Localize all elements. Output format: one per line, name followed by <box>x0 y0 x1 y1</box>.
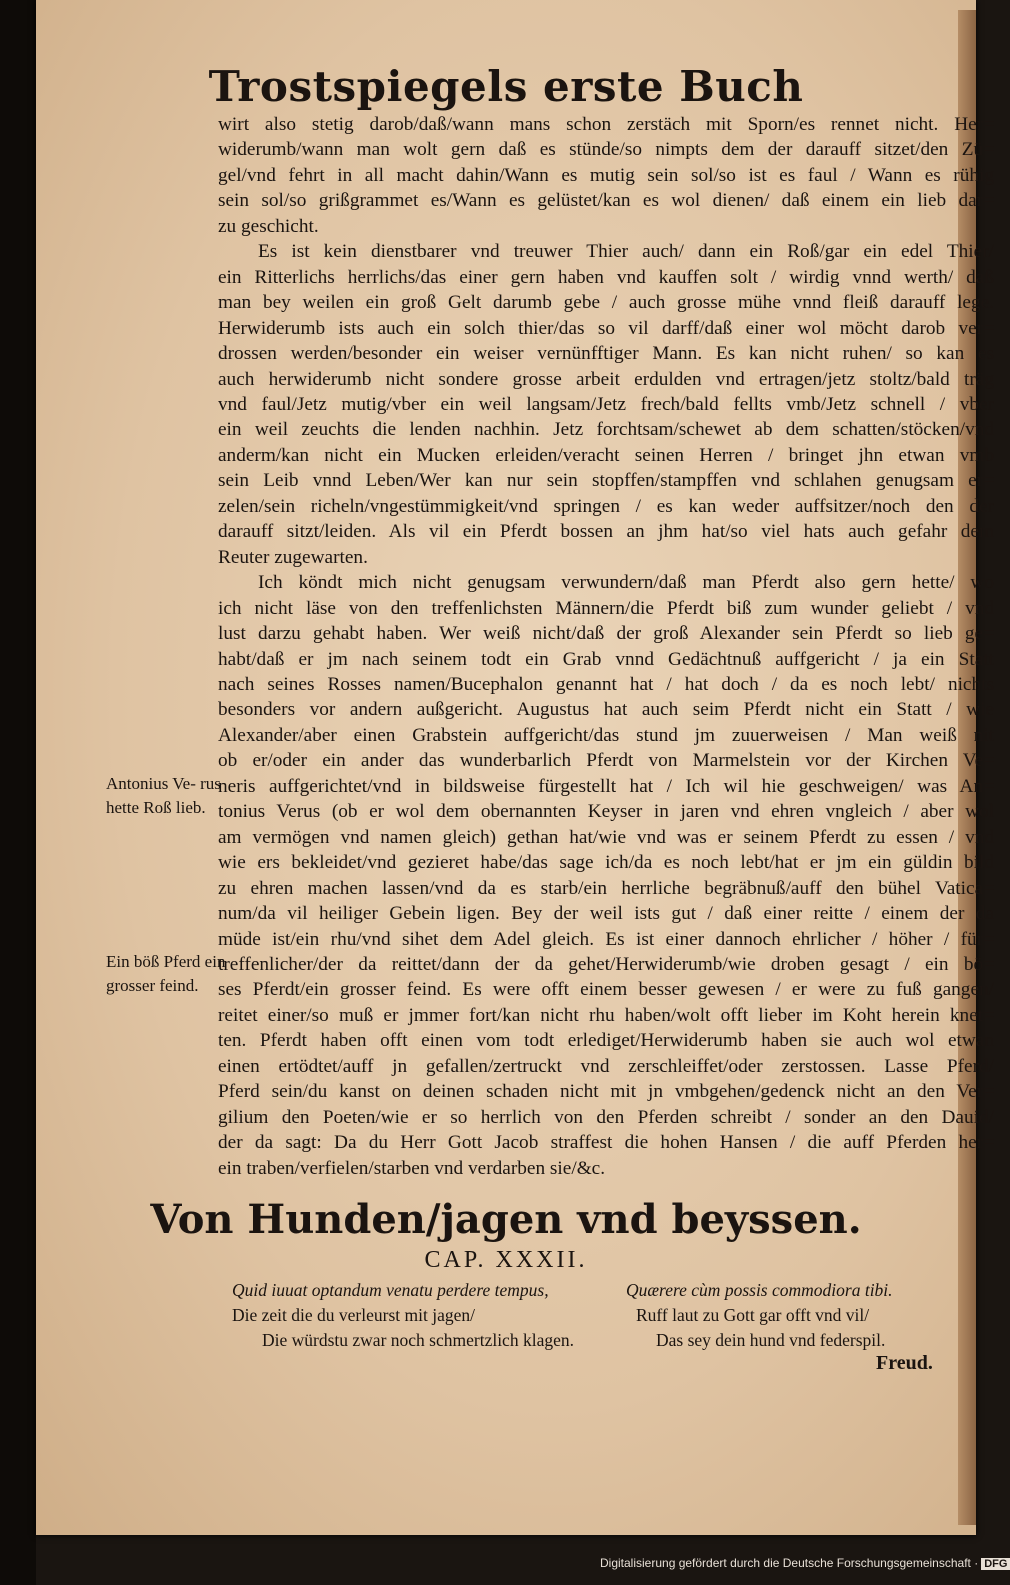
marginal-note-antonius: Antonius Ve- rus hette Roß lieb. <box>106 774 221 817</box>
body-line: Pferd sein/du kanst on deinen schaden nicht mit jn vmbgehen/gedenck nicht an den Ver= <box>218 1081 994 1103</box>
body-line: ein traben/verfielen/starben vnd verdarben sie/&c. <box>218 1157 606 1179</box>
chapter-title: Von Hunden/jagen vnd beyssen. <box>150 1196 862 1243</box>
body-line: Reuter zugewarten. <box>218 546 368 568</box>
body-line: Herwiderumb ists auch ein solch thier/das so vil darff/daß einer wol möcht darob ver= <box>218 317 994 339</box>
body-line: sein Leib vnnd Leben/Wer kan nur sein stopffen/stampffen vnd schlahen genugsam er= <box>218 470 994 492</box>
body-line: ein weil zeuchts die lenden nachhin. Jetz forchtsam/schewet ab dem schatten/stöcken/vnd <box>218 419 994 441</box>
verse-latin-right-text: Quærere cùm possis commodiora tibi. <box>626 1280 893 1300</box>
body-line: wie ers bekleidet/vnd gezieret habe/das sage ich/da es noch lebt/hat er jm ein güldin bild <box>218 852 994 874</box>
body-text <box>218 112 994 1181</box>
body-line: ses Pferdt/ein grosser feind. Es were offt einem besser gewesen / er were zu fuß gangen/ <box>218 979 994 1001</box>
verse-latin-left-text: Quid iuuat optandum venatu perdere tempus, <box>232 1280 549 1300</box>
footer-credit <box>600 1556 1010 1570</box>
body-line: am vermögen vnd namen gleich) gethan hat/wie vnd was er seinem Pferdt zu essen / vnd <box>218 826 994 848</box>
scan-background-left <box>0 0 36 1585</box>
body-line: ein Ritterlichs herrlichs/das einer gern haben vnd kauffen solt / wirdig vnnd werth/ daß <box>218 266 994 288</box>
body-line: nach seines Rosses namen/Bucephalon genannt hat / hat doch / da es noch lebt/ nichts <box>218 673 994 695</box>
dfg-logo: DFG <box>981 1558 1010 1570</box>
body-line: Ich köndt mich nicht genugsam verwundern/daß man Pferdt also gern hette/ wo <box>258 572 994 594</box>
body-line: habt/daß er jm nach seinem todt ein Grab vnnd Gedächtnuß auffgericht / ja ein Statt <box>218 648 994 670</box>
body-line: Alexander/aber einen Grabstein auffgericht/das stund jm zuuerweisen / Man weiß nit <box>218 724 994 746</box>
body-line: anderm/kan nicht ein Mucken erleiden/veracht seinen Herren / bringet jhn etwan vmb <box>218 444 994 466</box>
body-line: tonius Verus (ob er wol dem obernannten Keyser in jaren vnd ehren vngleich / aber wol <box>218 801 994 823</box>
running-header: Trostspiegels erste Buch <box>208 62 804 111</box>
body-line: treffenlicher/der da reittet/dann der da gehet/Herwiderumb/wie droben gesagt / ein bö= <box>218 953 994 975</box>
footer-text: Digitalisierung gefördert durch die Deutsche Forschungsgemeinschaft · <box>600 1556 979 1570</box>
body-line: besonders vor andern außgericht. Augustus hat auch seim Pferdt nicht ein Statt / wie <box>218 699 994 721</box>
verse-latin-right <box>626 1278 893 1303</box>
body-line: ob er/oder ein ander das wunderbarlich Pferdt von Marmelstein vor der Kirchen Ve= <box>218 750 994 772</box>
body-line: müde ist/ein rhu/vnd sihet dem Adel gleich. Es ist einer dannoch ehrlicher / höher / für= <box>218 928 994 950</box>
body-line: widerumb/wann man wolt gern daß es stünde/so nimpts dem der darauff sitzet/den Zü= <box>218 139 994 161</box>
body-line: zu ehren machen lassen/vnd da es starb/ein herrliche begräbnuß/auff den bühel Vatica= <box>218 877 994 899</box>
catchword: Freud. <box>876 1352 933 1374</box>
chapter-number: CAP. XXXII. <box>424 1247 588 1273</box>
body-line: ich nicht läse von den treffenlichsten Männern/die Pferdt biß zum wunder geliebt / vnd <box>218 597 994 619</box>
body-line: darauff sitzt/leiden. Als vil ein Pferdt bossen an jhm hat/so viel hats auch gefahr dem <box>218 521 994 543</box>
body-line: ten. Pferdt haben offt einen vom todt erlediget/Herwiderumb haben sie auch wol etwan <box>218 1030 994 1052</box>
marginal-note-pferd: Ein böß Pferd ein grosser feind. <box>106 952 226 995</box>
body-line: lust darzu gehabt haben. Wer weiß nicht/daß der groß Alexander sein Pferdt so lieb ge= <box>218 623 994 645</box>
body-line: gel/vnd fehrt in all macht dahin/Wann es mutig sein sol/so ist es faul / Wann es rühig <box>218 164 994 186</box>
body-line: zelen/sein richeln/vngestümmigkeit/vnd springen / es kan weder auffsitzer/noch den der <box>218 495 994 517</box>
book-page <box>36 0 994 1535</box>
body-line: wirt also stetig darob/daß/wann mans schon zerstäch mit Sporn/es rennet nicht. Her= <box>218 114 994 135</box>
verse-latin-left <box>232 1278 549 1303</box>
body-line: man bey weilen ein groß Gelt darumb gebe / auch grosse mühe vnnd fleiß darauff lege. <box>218 292 994 314</box>
body-line: Es ist kein dienstbarer vnd treuwer Thier auch/ dann ein Roß/gar ein edel Thier/ <box>258 241 994 263</box>
body-line: vnd faul/Jetz mutig/vber ein weil langsam/Jetz frech/bald fellts vmb/Jetz schnell / vber <box>218 393 994 415</box>
body-line: auch herwiderumb nicht sondere grosse arbeit erdulden vnd ertragen/jetz stoltz/bald träg <box>218 368 994 390</box>
body-line: zu geschicht. <box>218 215 319 237</box>
body-line: reitet einer/so muß er jmmer fort/kan nicht rhu haben/wolt offt lieber im Koht herein knet= <box>218 1004 994 1026</box>
body-line: num/da vil heiliger Gebein ligen. Bey der weil ists gut / daß einer reitte / einem der da <box>218 903 994 925</box>
body-line: drossen werden/besonder ein weiser vernünfftiger Mann. Es kan nicht ruhen/ so kan es <box>218 343 994 365</box>
body-line: gilium den Poeten/wie er so herrlich von den Pferden schreibt / sonder an den Dauid/ <box>218 1106 994 1128</box>
verse-german-right-2: Das sey dein hund vnd federspil. <box>656 1330 886 1350</box>
body-line: sein sol/so grißgrammet es/Wann es gelüstet/kan es wol dienen/ daß einem ein lieb dar= <box>218 190 994 212</box>
verse-german-left-1: Die zeit die du verleurst mit jagen/ <box>232 1305 475 1325</box>
verse-german-right-1: Ruff laut zu Gott gar offt vnd vil/ <box>636 1305 870 1325</box>
body-line: der da sagt: Da du Herr Gott Jacob straffest die hohen Hansen / die auff Pferden her= <box>218 1132 994 1154</box>
body-line: neris auffgerichtet/vnd in bildsweise fürgestellt hat / Ich wil hie geschweigen/ was An= <box>218 775 994 797</box>
body-line: einen ertödtet/auff jn gefallen/zertruckt vnd zerschleiffet/oder zerstossen. Lasse Pferd/ <box>218 1055 994 1077</box>
verse-german-left-2: Die würdstu zwar noch schmertzlich klagen. <box>262 1330 574 1350</box>
